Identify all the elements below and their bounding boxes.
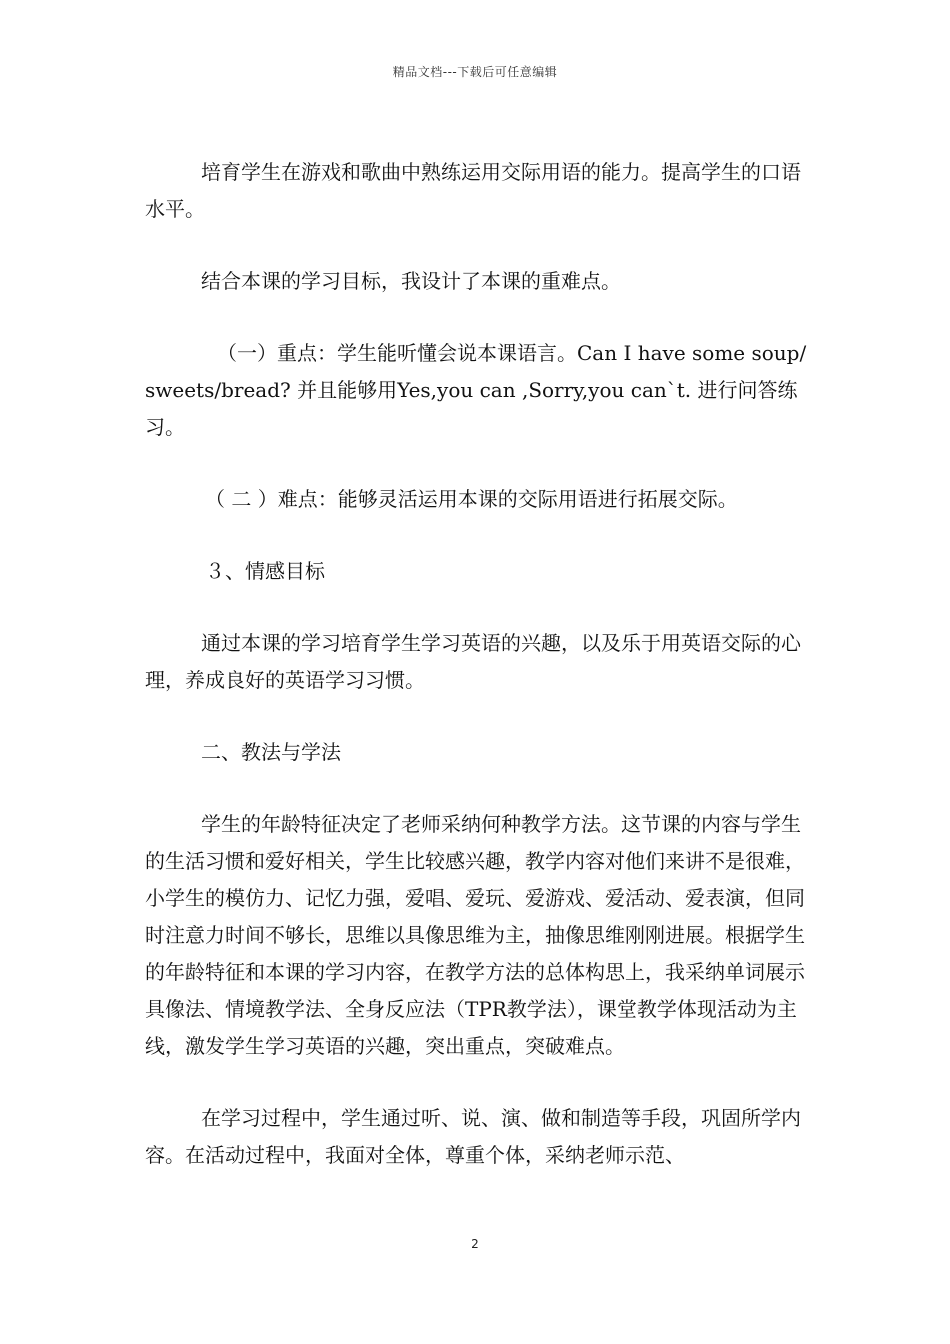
paragraph-emotional-goal: 通过本课的学习培育学生学习英语的兴趣，以及乐于用英语交际的心理，养成良好的英语学习习惯。: [145, 631, 801, 692]
section-heading-emotional-goal: ３、情感目标: [205, 559, 325, 583]
paragraph-key-point: （一）重点：学生能听懂会说本课语言。Can I have some soup/sweets/bread? 并且能够用Yes,you can ,Sorry,you can`t. 进行问答练习。: [145, 341, 807, 439]
document-body: [145, 154, 815, 1209]
page-header: 精品文档---下载后可任意编辑: [392, 65, 558, 79]
section-heading-methods: 二、教法与学法: [201, 740, 341, 764]
paragraph-key-points-intro: 结合本课的学习目标，我设计了本课的重难点。: [201, 269, 621, 293]
paragraph-difficult-point: （ 二 ）难点：能够灵活运用本课的交际用语进行拓展交际。: [205, 487, 738, 511]
paragraph-learning-process: 在学习过程中，学生通过听、说、演、做和制造等手段，巩固所学内容。在活动过程中，我面对全体，尊重个体，采纳老师示范、: [145, 1106, 801, 1167]
page-number: 2: [471, 1237, 479, 1251]
paragraph-ability-goal: 培育学生在游戏和歌曲中熟练运用交际用语的能力。提高学生的口语水平。: [145, 160, 801, 221]
paragraph-teaching-methods: 学生的年龄特征决定了老师采纳何种教学方法。这节课的内容与学生的生活习惯和爱好相关，学生比较感兴趣，教学内容对他们来讲不是很难，小学生的模仿力、记忆力强，爱唱、爱玩、爱游戏、爱活动、爱表演，但同时注意力时间不够长，思维以具像思维为主，抽像思维刚刚进展。根据学生的年龄特征和本课的学习内容，在教学方法的总体构思上，我采纳单词展示具像法、情境教学法、全身反应法（TPR教学法），课堂教学体现活动为主线，激发学生学习英语的兴趣，突出重点，突破难点。: [145, 812, 805, 1058]
